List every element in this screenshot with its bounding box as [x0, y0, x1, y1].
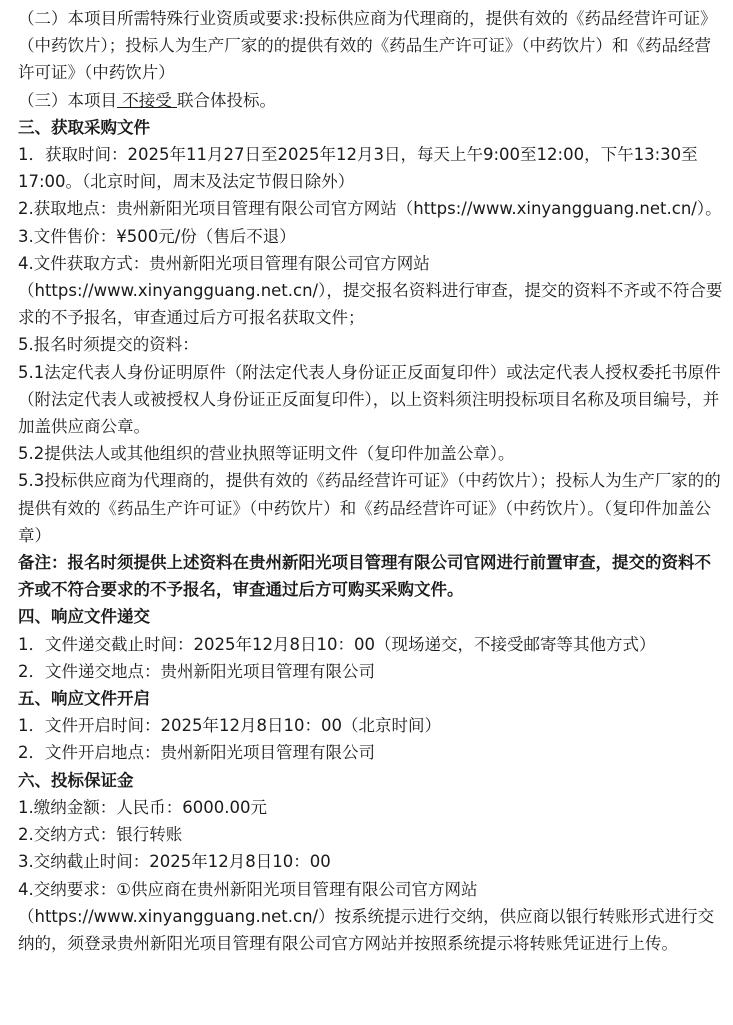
- obtain-location: 2.获取地点：贵州新阳光项目管理有限公司官方网站（https://www.xinyangguang.net.cn/）。: [18, 199, 722, 219]
- section-heading-bid-bond: 六、投标保证金: [18, 770, 134, 790]
- consortium-underlined-value: 不接受: [117, 90, 177, 110]
- opening-location: 2．文件开启地点：贵州新阳光项目管理有限公司: [18, 743, 375, 763]
- section-heading-opening: 五、响应文件开启: [18, 689, 150, 709]
- registration-note: 备注：报名时须提供上述资料在贵州新阳光项目管理有限公司官网进行前置审查，提交的资料不齐或不符合要求的不予报名，审查通过后方可购买采购文件。: [18, 553, 711, 600]
- registration-material-5-3: 5.3投标供应商为代理商的，提供有效的《药品经营许可证》（中药饮片）；投标人为生产厂家的的提供有效的《药品生产许可证》（中药饮片）和《药品经营许可证》（中药饮片）。（复印件加盖公章）: [18, 471, 721, 545]
- consortium-paragraph: [18, 87, 723, 114]
- obtain-time: 1．获取时间：2025年11月27日至2025年12月3日，每天上午9:00至12:00，下午13:30至17:00。（北京时间，周末及法定节假日除外）: [18, 145, 698, 192]
- bond-requirements: 4.交纳要求：①供应商在贵州新阳光项目管理有限公司官方网站（https://www.xinyangguang.net.cn/）按系统提示进行交纳，供应商以银行转账形式进行交纳的，须登录贵州新阳光项目管理有限公司官方网站并按照系统提示将转账凭证进行上传。: [18, 879, 715, 953]
- registration-material-5-1: 5.1法定代表人身份证明原件（附法定代表人身份证正反面复印件）或法定代表人授权委托书原件（附法定代表人或被授权人身份证正反面复印件），以上资料须注明投标项目名称及项目编号，并加盖供应商公章。: [18, 362, 721, 437]
- qualification-requirement-paragraph: （二）本项目所需特殊行业资质或要求:投标供应商为代理商的，提供有效的《药品经营许可证》（中药饮片）；投标人为生产厂家的的提供有效的《药品生产许可证》（中药饮片）和《药品经营许可证》（中药饮片）: [18, 9, 717, 83]
- section-heading-submission: 四、响应文件递交: [18, 607, 150, 627]
- registration-materials-title: 5.报名时须提交的资料：: [18, 335, 199, 355]
- submission-location: 2．文件递交地点：贵州新阳光项目管理有限公司: [18, 661, 375, 681]
- section-heading-obtain-documents: 三、获取采购文件: [18, 117, 150, 137]
- submission-deadline: 1．文件递交截止时间：2025年12月8日10：00（现场递交，不接受邮寄等其他方式）: [18, 634, 656, 654]
- bond-deadline: 3.交纳截止时间：2025年12月8日10：00: [18, 852, 331, 872]
- registration-material-5-2: 5.2提供法人或其他组织的营业执照等证明文件（复印件加盖公章）。: [18, 444, 515, 464]
- obtain-method: 4.文件获取方式：贵州新阳光项目管理有限公司官方网站（https://www.xinyangguang.net.cn/），提交报名资料进行审查，提交的资料不齐或不符合要求的不予报名，审查通过后方可报名获取文件；: [18, 253, 723, 328]
- consortium-suffix: 联合体投标。: [177, 90, 276, 110]
- bond-amount: 1.缴纳金额：人民币：6000.00元: [18, 797, 267, 817]
- consortium-prefix: （三）本项目: [18, 90, 117, 110]
- document-price: 3.文件售价：¥500元/份（售后不退）: [18, 226, 296, 246]
- bond-payment-method: 2.交纳方式：银行转账: [18, 825, 183, 845]
- opening-time: 1．文件开启时间：2025年12月8日10：00（北京时间）: [18, 716, 441, 736]
